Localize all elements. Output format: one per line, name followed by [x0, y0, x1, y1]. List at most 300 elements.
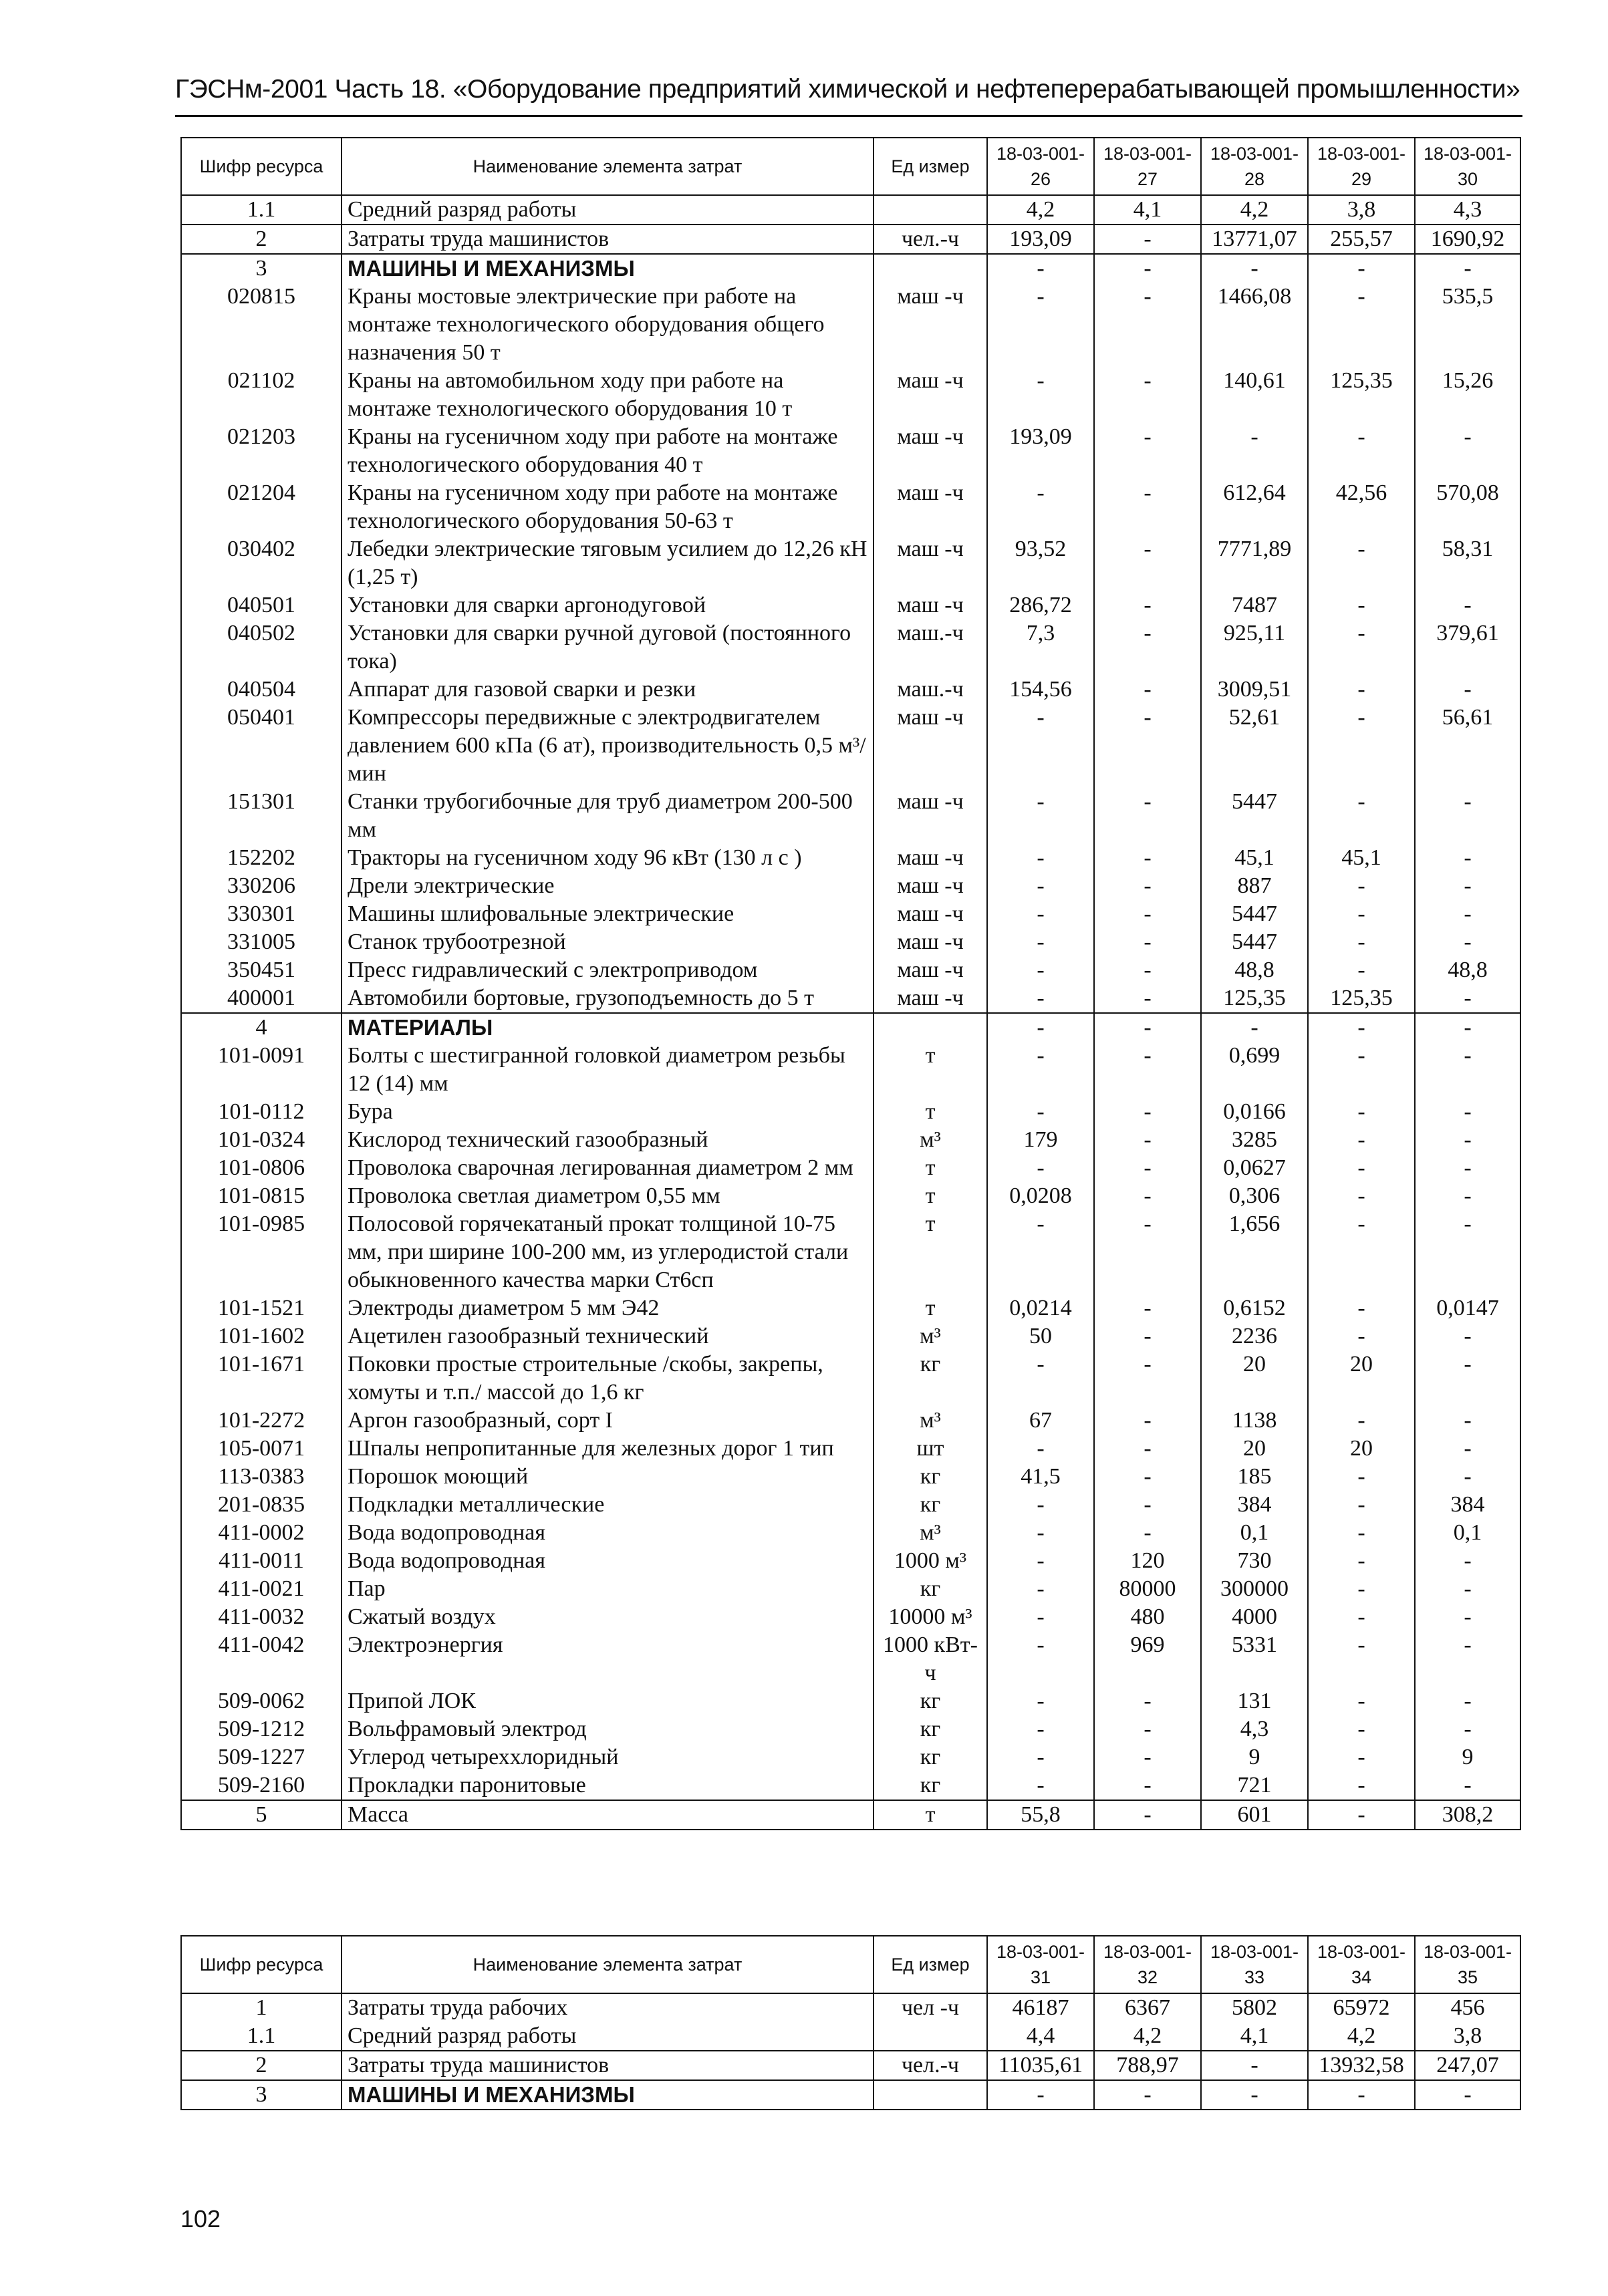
table-row: [181, 1993, 1520, 2022]
norm-value: -: [987, 1547, 1094, 1575]
norm-value: -: [1094, 1294, 1201, 1322]
norm-value: -: [987, 844, 1094, 872]
norm-value: 125,35: [1201, 984, 1308, 1013]
norm-value: -: [1308, 1098, 1415, 1126]
column-header: 18-03-001-26: [987, 138, 1094, 195]
unit-of-measure: кг: [874, 1743, 987, 1771]
unit-of-measure: маш -ч: [874, 844, 987, 872]
cost-element-name: Дрели электрические: [342, 872, 874, 900]
norm-value: 730: [1201, 1547, 1308, 1575]
resource-code: 021102: [181, 367, 342, 423]
norm-value: -: [987, 1771, 1094, 1800]
table-row: [181, 1210, 1520, 1294]
unit-of-measure: [874, 2080, 987, 2110]
cost-element-name: Краны на гусеничном ходу при работе на монтаже технологического оборудования 40 т: [342, 423, 874, 479]
norm-value: 93,52: [987, 535, 1094, 591]
cost-element-name: Затраты труда рабочих: [342, 1993, 874, 2022]
norm-value: -: [1308, 676, 1415, 704]
table-row: [181, 1294, 1520, 1322]
unit-of-measure: м³: [874, 1322, 987, 1350]
unit-of-measure: 1000 кВт-ч: [874, 1631, 987, 1687]
cost-element-name: Краны на автомобильном ходу при работе на монтаже технологического оборудования 10 т: [342, 367, 874, 423]
norm-value: 379,61: [1415, 619, 1520, 676]
cost-element-name: Пар: [342, 1575, 874, 1603]
resource-code: 040502: [181, 619, 342, 676]
unit-of-measure: маш -ч: [874, 704, 987, 788]
norm-value: 5331: [1201, 1631, 1308, 1687]
unit-of-measure: кг: [874, 1715, 987, 1743]
unit-of-measure: м³: [874, 1519, 987, 1547]
norm-value: -: [1415, 1631, 1520, 1687]
norm-value: -: [1094, 1210, 1201, 1294]
norm-value: -: [1308, 254, 1415, 283]
norm-value: -: [1094, 1771, 1201, 1800]
norm-value: 612,64: [1201, 479, 1308, 535]
norm-value: -: [1415, 1322, 1520, 1350]
norm-value: 0,0627: [1201, 1154, 1308, 1182]
cost-element-name: МАТЕРИАЛЫ: [342, 1013, 874, 1042]
unit-of-measure: м³: [874, 1407, 987, 1435]
norm-value: 480: [1094, 1603, 1201, 1631]
table-header-row: [181, 1936, 1520, 1993]
norm-value: 3,8: [1308, 195, 1415, 225]
norm-value: -: [1308, 1547, 1415, 1575]
table-row: [181, 283, 1520, 367]
cost-element-name: Машины шлифовальные электрические: [342, 900, 874, 928]
table-row: [181, 367, 1520, 423]
column-header: 18-03-001-31: [987, 1936, 1094, 1993]
norm-value: -: [1094, 788, 1201, 844]
table-row: [181, 872, 1520, 900]
norm-value: 179: [987, 1126, 1094, 1154]
norm-value: -: [1094, 1435, 1201, 1463]
unit-of-measure: маш -ч: [874, 928, 987, 956]
table-row: [181, 1322, 1520, 1350]
resource-code: 101-2272: [181, 1407, 342, 1435]
norm-value: 2236: [1201, 1322, 1308, 1350]
norm-value: -: [987, 2080, 1094, 2110]
norm-value: 13771,07: [1201, 225, 1308, 254]
unit-of-measure: т: [874, 1210, 987, 1294]
unit-of-measure: маш -ч: [874, 367, 987, 423]
norm-value: 7,3: [987, 619, 1094, 676]
norm-value: -: [1308, 1294, 1415, 1322]
norm-value: -: [1094, 1519, 1201, 1547]
norm-value: 887: [1201, 872, 1308, 900]
norm-value: 0,306: [1201, 1182, 1308, 1210]
unit-of-measure: [874, 195, 987, 225]
norm-value: 42,56: [1308, 479, 1415, 535]
norm-value: -: [1094, 1098, 1201, 1126]
norm-value: 52,61: [1201, 704, 1308, 788]
norm-value: -: [1415, 900, 1520, 928]
resource-code: 509-1227: [181, 1743, 342, 1771]
norm-value: 48,8: [1201, 956, 1308, 984]
cost-element-name: Тракторы на гусеничном ходу 96 кВт (130 л с ): [342, 844, 874, 872]
norm-value: -: [1308, 1042, 1415, 1098]
cost-element-name: Аргон газообразный, сорт I: [342, 1407, 874, 1435]
cost-element-name: Станки трубогибочные для труб диаметром 200-500 мм: [342, 788, 874, 844]
norm-value: -: [1094, 928, 1201, 956]
resource-code: 350451: [181, 956, 342, 984]
norm-value: -: [1308, 1800, 1415, 1830]
norm-value: 9: [1201, 1743, 1308, 1771]
table-row: [181, 535, 1520, 591]
cost-element-name: Болты с шестигранной головкой диаметром резьбы 12 (14) мм: [342, 1042, 874, 1098]
unit-of-measure: маш -ч: [874, 591, 987, 619]
norm-value: -: [1094, 2080, 1201, 2110]
norm-value: -: [987, 1098, 1094, 1126]
table-row: [181, 1407, 1520, 1435]
norm-value: -: [1201, 2080, 1308, 2110]
cost-element-name: Краны на гусеничном ходу при работе на монтаже технологического оборудования 50-63 т: [342, 479, 874, 535]
norm-value: -: [1201, 2051, 1308, 2080]
norm-value: 4,2: [1201, 195, 1308, 225]
norm-value: -: [1094, 1154, 1201, 1182]
resource-code: 101-0815: [181, 1182, 342, 1210]
norm-value: -: [1308, 1407, 1415, 1435]
table-row: [181, 619, 1520, 676]
cost-element-name: Средний разряд работы: [342, 195, 874, 225]
resource-code: 105-0071: [181, 1435, 342, 1463]
norm-value: 1,656: [1201, 1210, 1308, 1294]
norm-value: -: [1094, 956, 1201, 984]
norm-value: -: [987, 479, 1094, 535]
norm-value: -: [987, 1435, 1094, 1463]
norm-value: -: [1094, 1715, 1201, 1743]
norm-value: -: [1308, 1687, 1415, 1715]
table-row: [181, 195, 1520, 225]
norm-value: 4,2: [987, 195, 1094, 225]
norm-value: 20: [1308, 1350, 1415, 1407]
table-row: [181, 1800, 1520, 1830]
norm-value: -: [1308, 1126, 1415, 1154]
unit-of-measure: кг: [874, 1771, 987, 1800]
norm-value: -: [1094, 423, 1201, 479]
norm-value: -: [1201, 254, 1308, 283]
cost-element-name: Пресс гидравлический с электроприводом: [342, 956, 874, 984]
norm-value: -: [1094, 1407, 1201, 1435]
resource-code: 5: [181, 1800, 342, 1830]
table-row: [181, 788, 1520, 844]
resource-code: 2: [181, 225, 342, 254]
norm-value: -: [987, 1687, 1094, 1715]
norm-value: 255,57: [1308, 225, 1415, 254]
norm-value: 0,0214: [987, 1294, 1094, 1322]
norm-value: -: [1308, 1182, 1415, 1210]
norm-value: -: [1094, 844, 1201, 872]
norm-value: -: [987, 1491, 1094, 1519]
norm-value: -: [1094, 535, 1201, 591]
norm-value: -: [987, 788, 1094, 844]
cost-element-name: Вода водопроводная: [342, 1519, 874, 1547]
norm-value: -: [1415, 2080, 1520, 2110]
norm-value: -: [987, 1154, 1094, 1182]
norm-value: -: [1308, 1013, 1415, 1042]
cost-element-name: Лебедки электрические тяговым усилием до 12,26 кН (1,25 т): [342, 535, 874, 591]
norm-value: 4,4: [987, 2022, 1094, 2051]
norm-value: 3285: [1201, 1126, 1308, 1154]
table-header-row: [181, 138, 1520, 195]
norm-value: -: [1415, 1350, 1520, 1407]
column-header: 18-03-001-30: [1415, 138, 1520, 195]
norm-value: 788,97: [1094, 2051, 1201, 2080]
table-row: [181, 844, 1520, 872]
unit-of-measure: [874, 254, 987, 283]
cost-element-name: Порошок моющий: [342, 1463, 874, 1491]
resource-table-1: [180, 137, 1521, 1830]
cost-element-name: Вольфрамовый электрод: [342, 1715, 874, 1743]
cost-element-name: Средний разряд работы: [342, 2022, 874, 2051]
norm-value: 925,11: [1201, 619, 1308, 676]
norm-value: 1138: [1201, 1407, 1308, 1435]
norm-value: -: [987, 984, 1094, 1013]
table-row: [181, 1042, 1520, 1098]
norm-value: -: [1415, 844, 1520, 872]
unit-of-measure: маш -ч: [874, 423, 987, 479]
resource-code: 509-0062: [181, 1687, 342, 1715]
table-row: [181, 423, 1520, 479]
norm-value: -: [987, 900, 1094, 928]
norm-value: 131: [1201, 1687, 1308, 1715]
norm-value: 5447: [1201, 788, 1308, 844]
norm-value: 45,1: [1201, 844, 1308, 872]
resource-code: 040501: [181, 591, 342, 619]
norm-value: -: [1308, 1210, 1415, 1294]
norm-value: 46187: [987, 1993, 1094, 2022]
unit-of-measure: т: [874, 1182, 987, 1210]
cost-element-name: Шпалы непропитанные для железных дорог 1 тип: [342, 1435, 874, 1463]
norm-value: -: [1308, 2080, 1415, 2110]
cost-element-name: Станок трубоотрезной: [342, 928, 874, 956]
table-row: [181, 2051, 1520, 2080]
resource-code: 411-0011: [181, 1547, 342, 1575]
norm-value: -: [1415, 1603, 1520, 1631]
norm-value: 0,1: [1201, 1519, 1308, 1547]
norm-value: -: [1415, 1463, 1520, 1491]
column-header: Ед измер: [874, 138, 987, 195]
unit-of-measure: кг: [874, 1463, 987, 1491]
resource-code: 201-0835: [181, 1491, 342, 1519]
unit-of-measure: т: [874, 1042, 987, 1098]
resource-table-2: [180, 1935, 1521, 2110]
unit-of-measure: 1000 м³: [874, 1547, 987, 1575]
norm-value: -: [1308, 1519, 1415, 1547]
norm-value: -: [1094, 1350, 1201, 1407]
table-row: [181, 1603, 1520, 1631]
norm-value: 7771,89: [1201, 535, 1308, 591]
unit-of-measure: 10000 м³: [874, 1603, 987, 1631]
column-header: 18-03-001-33: [1201, 1936, 1308, 1993]
norm-value: -: [1308, 1771, 1415, 1800]
table-row: [181, 1575, 1520, 1603]
norm-value: -: [1415, 1210, 1520, 1294]
norm-value: -: [1094, 1013, 1201, 1042]
norm-value: 56,61: [1415, 704, 1520, 788]
column-header: Наименование элемента затрат: [342, 1936, 874, 1993]
unit-of-measure: маш.-ч: [874, 619, 987, 676]
norm-value: 58,31: [1415, 535, 1520, 591]
norm-value: 7487: [1201, 591, 1308, 619]
table-row: [181, 928, 1520, 956]
unit-of-measure: кг: [874, 1350, 987, 1407]
norm-value: 67: [987, 1407, 1094, 1435]
norm-value: -: [1308, 1154, 1415, 1182]
norm-value: -: [1415, 1126, 1520, 1154]
resource-code: 330206: [181, 872, 342, 900]
column-header: 18-03-001-28: [1201, 138, 1308, 195]
resource-code: 021204: [181, 479, 342, 535]
norm-value: 3009,51: [1201, 676, 1308, 704]
resource-code: 101-0806: [181, 1154, 342, 1182]
cost-element-name: МАШИНЫ И МЕХАНИЗМЫ: [342, 254, 874, 283]
norm-value: 20: [1201, 1350, 1308, 1407]
unit-of-measure: [874, 2022, 987, 2051]
cost-element-name: Масса: [342, 1800, 874, 1830]
norm-value: 4,3: [1415, 195, 1520, 225]
norm-value: 120: [1094, 1547, 1201, 1575]
norm-value: -: [1094, 1491, 1201, 1519]
unit-of-measure: кг: [874, 1575, 987, 1603]
table-row: [181, 479, 1520, 535]
resource-code: 101-0985: [181, 1210, 342, 1294]
resource-code: 020815: [181, 283, 342, 367]
cost-element-name: Автомобили бортовые, грузоподъемность до 5 т: [342, 984, 874, 1013]
column-header: Шифр ресурса: [181, 138, 342, 195]
norm-value: -: [1094, 1743, 1201, 1771]
cost-element-name: Кислород технический газообразный: [342, 1126, 874, 1154]
norm-value: -: [987, 1350, 1094, 1407]
norm-value: 0,699: [1201, 1042, 1308, 1098]
norm-value: -: [1094, 1800, 1201, 1830]
resource-code: 1.1: [181, 195, 342, 225]
norm-value: 0,0166: [1201, 1098, 1308, 1126]
cost-element-name: Сжатый воздух: [342, 1603, 874, 1631]
norm-value: 247,07: [1415, 2051, 1520, 2080]
cost-element-name: Полосовой горячекатаный прокат толщиной 10-75 мм, при ширине 100-200 мм, из углеродистой стали обыкновенного качества марки Ст6сп: [342, 1210, 874, 1294]
norm-value: -: [1094, 1463, 1201, 1491]
table-row: [181, 1519, 1520, 1547]
norm-value: 193,09: [987, 225, 1094, 254]
norm-value: -: [1094, 225, 1201, 254]
unit-of-measure: м³: [874, 1126, 987, 1154]
resource-code: 3: [181, 2080, 342, 2110]
norm-value: 4,2: [1308, 2022, 1415, 2051]
norm-value: -: [1415, 1547, 1520, 1575]
table-row: [181, 591, 1520, 619]
norm-value: 125,35: [1308, 367, 1415, 423]
resource-code: 050401: [181, 704, 342, 788]
table-row: [181, 225, 1520, 254]
resource-code: 411-0021: [181, 1575, 342, 1603]
norm-value: -: [1094, 619, 1201, 676]
norm-value: 1690,92: [1415, 225, 1520, 254]
page-header: ГЭСНм-2001 Часть 18. «Оборудование предприятий химической и нефтеперерабатывающей промышленности»: [175, 75, 1520, 104]
norm-value: -: [1094, 900, 1201, 928]
norm-value: -: [1094, 1126, 1201, 1154]
resource-code: 101-1602: [181, 1322, 342, 1350]
cost-element-name: МАШИНЫ И МЕХАНИЗМЫ: [342, 2080, 874, 2110]
resource-code: 1: [181, 1993, 342, 2022]
unit-of-measure: т: [874, 1294, 987, 1322]
table-row: [181, 2080, 1520, 2110]
norm-value: 9: [1415, 1743, 1520, 1771]
norm-value: 384: [1201, 1491, 1308, 1519]
norm-value: 125,35: [1308, 984, 1415, 1013]
resource-code: 101-0091: [181, 1042, 342, 1098]
norm-value: -: [987, 704, 1094, 788]
table-row: [181, 1126, 1520, 1154]
resource-code: 1.1: [181, 2022, 342, 2051]
table-row: [181, 1182, 1520, 1210]
norm-value: -: [1415, 1435, 1520, 1463]
resource-code: 411-0002: [181, 1519, 342, 1547]
norm-value: -: [1094, 1042, 1201, 1098]
norm-value: -: [987, 1631, 1094, 1687]
norm-value: -: [1094, 1322, 1201, 1350]
norm-value: -: [1415, 788, 1520, 844]
table-row: [181, 254, 1520, 283]
table-row: [181, 1715, 1520, 1743]
norm-value: 185: [1201, 1463, 1308, 1491]
resource-code: 4: [181, 1013, 342, 1042]
norm-value: -: [1308, 1322, 1415, 1350]
table-row: [181, 900, 1520, 928]
column-header: Наименование элемента затрат: [342, 138, 874, 195]
table-row: [181, 1013, 1520, 1042]
norm-value: -: [1094, 1687, 1201, 1715]
norm-value: -: [1415, 1154, 1520, 1182]
norm-value: 6367: [1094, 1993, 1201, 2022]
cost-element-name: Ацетилен газообразный технический: [342, 1322, 874, 1350]
norm-value: -: [1094, 479, 1201, 535]
norm-value: -: [987, 1743, 1094, 1771]
unit-of-measure: маш -ч: [874, 984, 987, 1013]
cost-element-name: Аппарат для газовой сварки и резки: [342, 676, 874, 704]
unit-of-measure: кг: [874, 1491, 987, 1519]
column-header: 18-03-001-34: [1308, 1936, 1415, 1993]
unit-of-measure: маш -ч: [874, 872, 987, 900]
cost-element-name: Проволока сварочная легированная диаметром 2 мм: [342, 1154, 874, 1182]
norm-value: 11035,61: [987, 2051, 1094, 2080]
resource-code: 331005: [181, 928, 342, 956]
table-row: [181, 1098, 1520, 1126]
resource-code: 411-0032: [181, 1603, 342, 1631]
cost-element-name: Вода водопроводная: [342, 1547, 874, 1575]
norm-value: -: [1415, 984, 1520, 1013]
column-header: Ед измер: [874, 1936, 987, 1993]
unit-of-measure: чел.-ч: [874, 225, 987, 254]
norm-value: -: [1308, 872, 1415, 900]
resource-code: 030402: [181, 535, 342, 591]
cost-element-name: Установки для сварки ручной дуговой (постоянного тока): [342, 619, 874, 676]
unit-of-measure: маш -ч: [874, 479, 987, 535]
norm-value: 55,8: [987, 1800, 1094, 1830]
norm-value: -: [1308, 423, 1415, 479]
norm-value: -: [1308, 956, 1415, 984]
norm-value: -: [1308, 1743, 1415, 1771]
unit-of-measure: маш -ч: [874, 956, 987, 984]
cost-element-name: Прокладки паронитовые: [342, 1771, 874, 1800]
column-header: 18-03-001-27: [1094, 138, 1201, 195]
norm-value: -: [1415, 1407, 1520, 1435]
resource-code: 509-1212: [181, 1715, 342, 1743]
norm-value: -: [1094, 984, 1201, 1013]
cost-element-name: Припой ЛОК: [342, 1687, 874, 1715]
norm-value: 45,1: [1308, 844, 1415, 872]
norm-value: 65972: [1308, 1993, 1415, 2022]
norm-value: -: [1308, 1631, 1415, 1687]
